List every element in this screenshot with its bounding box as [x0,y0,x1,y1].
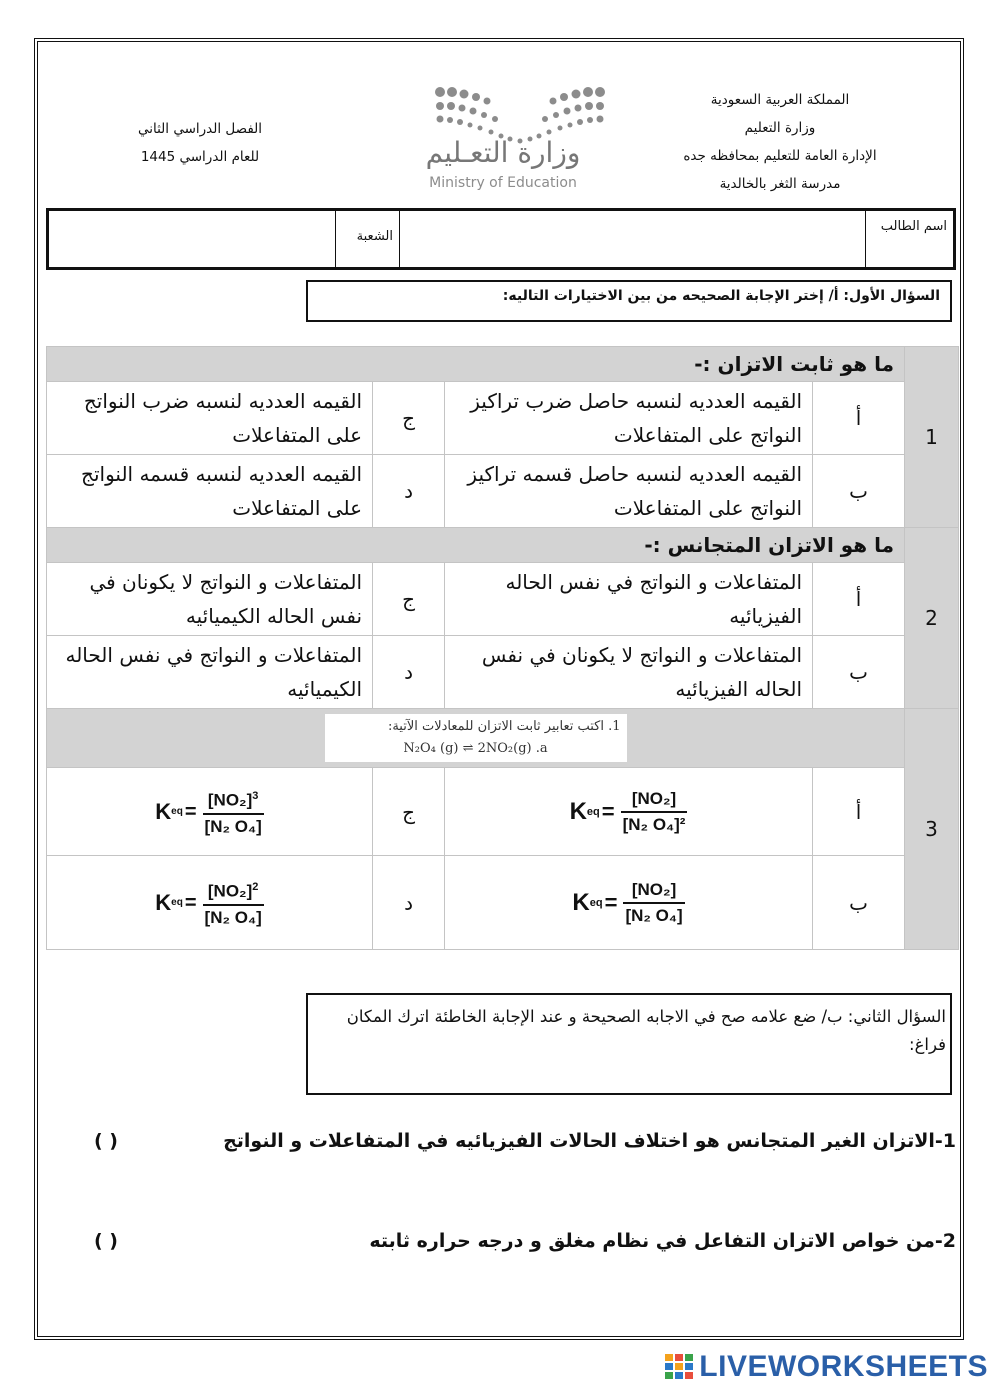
statement-text: 2-من خواص الاتزان التفاعل في نظام مغلق و درجه حراره ثابته [369,1230,956,1252]
keq-subscript: eq [171,896,183,908]
option-text[interactable]: القيمه العدديه لنسبه حاصل قسمه تراكيز النواتج على المتفاعلات [445,455,813,528]
keq-expression: K eq = $\frac{[NO_2]^2}{\text{[N₂ O₄]}}$ [155,876,263,929]
option-letter[interactable]: ب [813,636,905,709]
prompt-line-2: N₂O₄ (g) ⇌ 2NO₂(g) .a [403,741,548,756]
question-number: 1 [905,347,959,528]
keq-expression: K eq = $\frac{[NO_2]^3}{\text{[N₂ O₄]}}$ [155,785,263,838]
equation-prompt [325,714,627,762]
keq-option[interactable] [47,768,373,856]
keq-numerator: [NO₂] [207,790,253,810]
true-false-statement [56,1230,956,1252]
question-number: 2 [905,528,959,709]
liveworksheets-blocks-icon [665,1354,695,1380]
keq-numerator: [NO₂] [207,881,253,901]
keq-fraction [203,876,264,929]
option-text[interactable]: القيمه العدديه لنسبه ضرب النواتج على المتفاعلات [47,382,373,455]
section-field[interactable] [49,211,335,267]
student-name-label: اسم الطالب [865,211,953,267]
keq-subscript: eq [171,805,183,817]
keq-denominator: [N₂ O₄] [204,907,262,927]
keq-exponent: 3 [252,790,259,803]
keq-fraction [621,788,688,836]
keq-denominator: [N₂ O₄] [204,816,262,836]
option-letter[interactable]: د [373,455,445,528]
ministry-logo [388,84,618,196]
option-text[interactable]: القيمه العدديه لنسبه قسمه النواتج على المتفاعلات [47,455,373,528]
header-year: للعام الدراسي 1445 [140,149,260,165]
header-department: الإدارة العامة للتعليم بمحافظه جده [683,148,877,164]
section-label: الشعبة [335,211,399,267]
statement-text: 1-الاتزان الغير المتجانس هو اختلاف الحالات الفيزيائيه في المتفاعلات و النواتج [223,1130,956,1152]
option-letter[interactable]: د [373,636,445,709]
header-semester: الفصل الدراسي الثاني [137,121,263,137]
question-2-heading: السؤال الثاني: ب/ ضع علامه صح في الاجابه الصحيحة و عند الإجابة الخاطئة اترك المكان فراغ: [306,993,952,1095]
liveworksheets-logo [665,1350,988,1384]
keq-numerator: [NO₂] [631,788,677,808]
keq-fraction [203,785,264,838]
keq-expression: K eq = $\frac{\text{[NO₂]}}{\text{[N₂ O₄]²}}$ [569,788,686,834]
header-ministry: وزارة التعليم [744,120,816,136]
option-letter[interactable]: ب [813,455,905,528]
option-letter[interactable]: ب [813,856,905,950]
question-title: ما هو ثابت الاتزان :- [47,347,905,382]
keq-numerator: [NO₂] [631,879,677,899]
keq-symbol: K [155,798,172,824]
keq-exponent: 2 [252,881,259,894]
option-text[interactable]: القيمه العدديه لنسبه حاصل ضرب تراكيز النواتج على المتفاعلات [445,382,813,455]
keq-symbol: K [572,888,590,916]
true-false-statement [56,1130,956,1152]
option-letter[interactable]: أ [813,382,905,455]
question-prompt [47,709,905,768]
option-letter[interactable]: ج [373,382,445,455]
header-country: المملكة العربية السعودية [710,92,850,108]
liveworksheets-text: LIVEWORKSHEETS [699,1350,988,1383]
option-text[interactable]: المتفاعلات و النواتج لا يكونان في نفس الحاله الفيزيائيه [445,636,813,709]
option-text[interactable]: المتفاعلات و النواتج في نفس الحاله الفيزيائيه [445,563,813,636]
option-text[interactable]: المتفاعلات و النواتج في نفس الحاله الكيميائيه [47,636,373,709]
keq-symbol: K [569,797,587,825]
keq-fraction [623,879,684,927]
question-1-heading: السؤال الأول: أ/ إختر الإجابة الصحيحه من بين الاختيارات التاليه: [306,280,952,322]
logo-arabic-text: وزارة التعـليم [425,136,581,169]
keq-denominator: [N₂ O₄] [625,905,683,925]
mcq-table [46,346,959,950]
keq-expression: K eq = $\frac{\text{[NO₂]}}{\text{[N₂ O₄]}}$ [572,879,683,925]
option-letter[interactable]: أ [813,768,905,856]
keq-symbol: K [155,889,172,915]
keq-option[interactable] [445,856,813,950]
keq-option[interactable] [47,856,373,950]
option-letter[interactable]: أ [813,563,905,636]
student-name-field[interactable] [399,211,865,267]
option-letter[interactable]: ج [373,563,445,636]
keq-option[interactable] [445,768,813,856]
header-right-block [650,86,910,198]
option-letter[interactable]: د [373,856,445,950]
answer-blank[interactable]: ( ) [94,1130,118,1152]
keq-subscript: eq [589,896,603,909]
keq-subscript: eq [586,805,600,818]
student-info-box [46,208,956,270]
header-left-block [100,115,300,171]
prompt-line-1: 1. اكتب تعابير ثابت الاتزان للمعادلات الآتية: [387,719,621,734]
option-letter[interactable]: ج [373,768,445,856]
logo-english-text: Ministry of Education [429,175,577,191]
question-number: 3 [905,709,959,950]
header-school: مدرسة الثغر بالخالدية [719,176,841,192]
question-title: ما هو الاتزان المتجانس :- [47,528,905,563]
keq-denominator: [N₂ O₄]² [622,814,686,834]
option-text[interactable]: المتفاعلات و النواتج لا يكونان في نفس الحاله الكيميائيه [47,563,373,636]
answer-blank[interactable]: ( ) [94,1230,118,1252]
